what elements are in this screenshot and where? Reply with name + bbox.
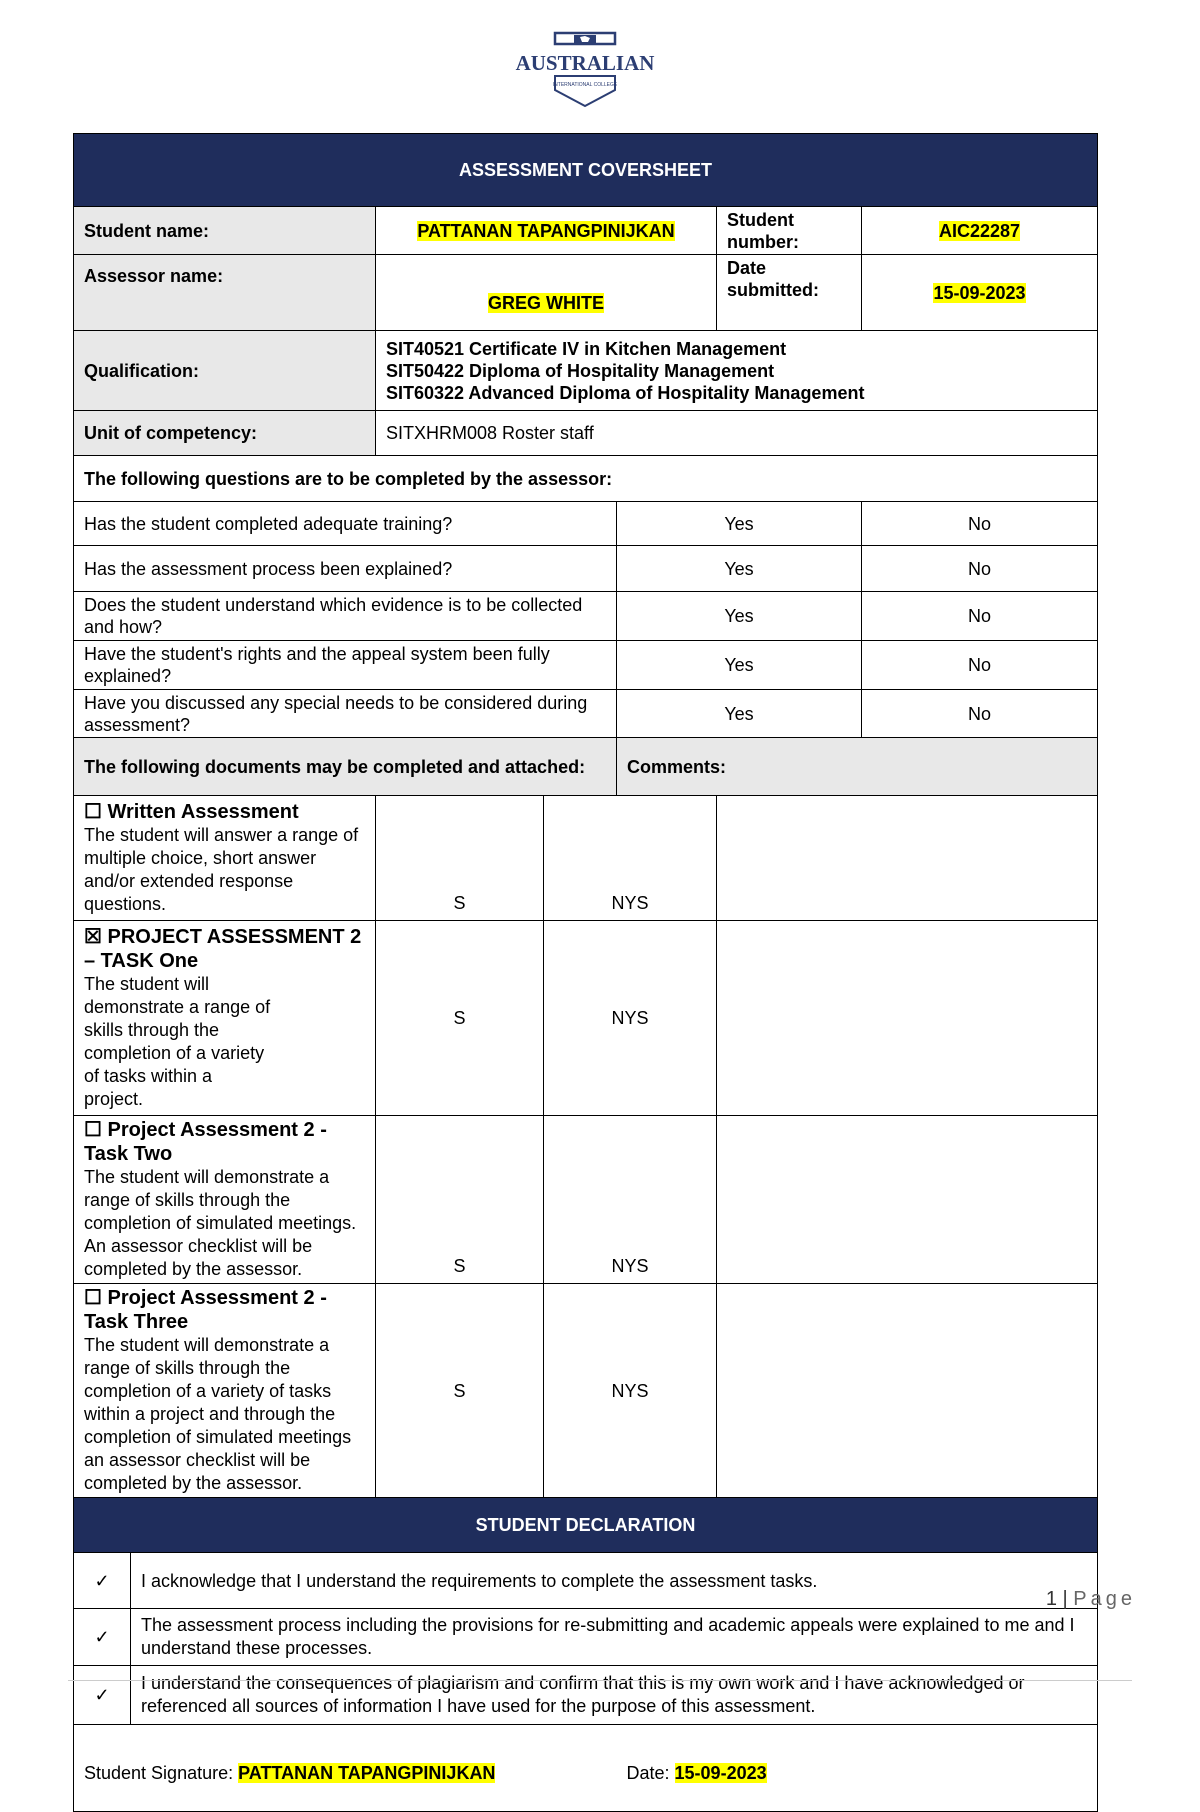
question-row bbox=[74, 592, 1098, 641]
assessment-title bbox=[84, 1286, 365, 1334]
no-option[interactable]: No bbox=[862, 502, 1098, 546]
assessment-description-cell bbox=[74, 796, 376, 921]
declaration-row bbox=[74, 1666, 1098, 1725]
assessment-description: The student will demonstrate a range of skills through the completion of a variety of tasks within a project. bbox=[84, 974, 271, 1109]
not-yet-satisfactory-option[interactable]: NYS bbox=[544, 796, 717, 921]
checkbox-icon[interactable]: ☐ bbox=[84, 801, 102, 823]
footer-divider bbox=[68, 1680, 1132, 1681]
logo-text: AUSTRALIAN bbox=[515, 51, 655, 75]
question-text: Have the student's rights and the appeal system been fully explained? bbox=[74, 641, 617, 690]
assessment-description-cell bbox=[74, 1284, 376, 1498]
qualification-item: SIT40521 Certificate IV in Kitchen Management bbox=[386, 338, 787, 359]
assessment-description: The student will answer a range of multiple choice, short answer and/or extended response questions. bbox=[84, 825, 359, 914]
assessment-title bbox=[84, 800, 365, 824]
assessment-row bbox=[74, 921, 1098, 1116]
question-row bbox=[74, 546, 1098, 592]
no-option[interactable]: No bbox=[862, 546, 1098, 592]
logo-subtext: INTERNATIONAL COLLEGE bbox=[552, 82, 618, 88]
question-row bbox=[74, 690, 1098, 738]
assessment-row bbox=[74, 796, 1098, 921]
not-yet-satisfactory-option[interactable]: NYS bbox=[544, 1284, 717, 1498]
declaration-text: The assessment process including the provisions for re-submitting and academic appeals were explained to me and I understand these processes. bbox=[141, 1615, 1075, 1658]
no-option[interactable]: No bbox=[862, 592, 1098, 641]
student-number-label: Student number: bbox=[717, 207, 862, 255]
assessor-name-cell bbox=[376, 255, 717, 331]
question-text: Has the student completed adequate training? bbox=[74, 502, 617, 546]
checkbox-icon[interactable]: ☐ bbox=[84, 1287, 102, 1309]
date-submitted-value: 15-09-2023 bbox=[933, 282, 1026, 303]
checkmark-icon[interactable]: ✓ bbox=[74, 1609, 131, 1665]
assessor-questions-header: The following questions are to be completed by the assessor: bbox=[74, 456, 1098, 502]
assessor-name-value: GREG WHITE bbox=[488, 292, 604, 313]
assessment-title bbox=[84, 1118, 365, 1166]
documents-header: The following documents may be completed and attached: bbox=[74, 738, 617, 796]
assessment-title-text: Project Assessment 2 - Task Three bbox=[84, 1287, 327, 1333]
comments-cell[interactable] bbox=[717, 1116, 1098, 1284]
declaration-row bbox=[74, 1609, 1098, 1666]
declaration-text: I acknowledge that I understand the requirements to complete the assessment tasks. bbox=[141, 1570, 818, 1591]
student-name-cell bbox=[376, 207, 717, 255]
comments-cell[interactable] bbox=[717, 921, 1098, 1116]
satisfactory-option[interactable]: S bbox=[376, 1284, 544, 1498]
satisfactory-option[interactable]: S bbox=[376, 921, 544, 1116]
declaration-row-cell bbox=[74, 1553, 1098, 1609]
unit-value: SITXHRM008 Roster staff bbox=[376, 411, 1098, 456]
signature-value: PATTANAN TAPANGPINIJKAN bbox=[238, 1763, 496, 1783]
yes-option[interactable]: Yes bbox=[617, 641, 862, 690]
qualification-item: SIT50422 Diploma of Hospitality Management bbox=[386, 360, 775, 381]
assessment-title-text: PROJECT ASSESSMENT 2 – TASK One bbox=[84, 926, 362, 972]
question-text: Have you discussed any special needs to be considered during assessment? bbox=[74, 690, 617, 738]
declaration-text: I understand the consequences of plagiarism and confirm that this is my own work and I have acknowledged or referenced all sources of information I have used for the purpose of this assessment. bbox=[141, 1673, 1025, 1716]
yes-option[interactable]: Yes bbox=[617, 592, 862, 641]
assessor-name-label: Assessor name: bbox=[74, 255, 376, 331]
declaration-row-cell bbox=[74, 1609, 1098, 1666]
satisfactory-option[interactable]: S bbox=[376, 796, 544, 921]
yes-option[interactable]: Yes bbox=[617, 546, 862, 592]
qualification-item: SIT60322 Advanced Diploma of Hospitality Management bbox=[386, 382, 865, 403]
declaration-title: STUDENT DECLARATION bbox=[74, 1498, 1098, 1553]
page-footer bbox=[1046, 1588, 1136, 1611]
assessment-description-cell bbox=[74, 1116, 376, 1284]
satisfactory-option[interactable]: S bbox=[376, 1116, 544, 1284]
comments-cell[interactable] bbox=[717, 1284, 1098, 1498]
comments-header: Comments: bbox=[617, 738, 1098, 796]
no-option[interactable]: No bbox=[862, 690, 1098, 738]
student-name-value: PATTANAN TAPANGPINIJKAN bbox=[417, 220, 675, 241]
comments-cell[interactable] bbox=[717, 796, 1098, 921]
declaration-row-cell bbox=[74, 1666, 1098, 1725]
date-submitted-label: Date submitted: bbox=[717, 255, 862, 331]
signature-date-label: Date: bbox=[626, 1763, 675, 1783]
student-number-value: AIC22287 bbox=[938, 220, 1021, 241]
assessment-row bbox=[74, 1116, 1098, 1284]
assessment-description-cell bbox=[74, 921, 376, 1116]
page-number: 1 bbox=[1045, 1588, 1057, 1610]
yes-option[interactable]: Yes bbox=[617, 690, 862, 738]
assessment-row bbox=[74, 1284, 1098, 1498]
signature-date-value: 15-09-2023 bbox=[674, 1763, 767, 1783]
declaration-row bbox=[74, 1553, 1098, 1609]
assessment-title-text: Written Assessment bbox=[107, 801, 299, 823]
qualification-label: Qualification: bbox=[74, 331, 376, 411]
student-name-label: Student name: bbox=[74, 207, 376, 255]
question-text: Does the student understand which evidence is to be collected and how? bbox=[74, 592, 617, 641]
college-logo bbox=[510, 30, 660, 110]
assessment-description: The student will demonstrate a range of skills through the completion of simulated meetings. An assessor checklist will be completed by the assessor. bbox=[84, 1167, 357, 1279]
not-yet-satisfactory-option[interactable]: NYS bbox=[544, 921, 717, 1116]
page-separator: | bbox=[1056, 1588, 1074, 1610]
no-option[interactable]: No bbox=[862, 641, 1098, 690]
signature-cell bbox=[74, 1725, 617, 1812]
unit-label: Unit of competency: bbox=[74, 411, 376, 456]
assessment-title bbox=[84, 925, 365, 973]
checkbox-icon[interactable]: ☐ bbox=[84, 1119, 102, 1141]
signature-date-cell bbox=[617, 1725, 1098, 1812]
assessment-coversheet-table bbox=[73, 133, 1098, 1812]
checked-checkbox-icon[interactable]: ☒ bbox=[84, 926, 102, 948]
student-number-cell bbox=[862, 207, 1098, 255]
assessment-title-text: Project Assessment 2 - Task Two bbox=[84, 1119, 327, 1165]
question-text: Has the assessment process been explained? bbox=[74, 546, 617, 592]
question-row bbox=[74, 502, 1098, 546]
coversheet-title: ASSESSMENT COVERSHEET bbox=[74, 134, 1098, 207]
date-submitted-cell bbox=[862, 255, 1098, 331]
signature-label: Student Signature: bbox=[84, 1763, 239, 1783]
yes-option[interactable]: Yes bbox=[617, 502, 862, 546]
assessment-description: The student will demonstrate a range of skills through the completion of a variety of tasks within a project and through the completion of simulated meetings an assessor checklist will be completed by the assessor. bbox=[84, 1335, 352, 1493]
qualification-list bbox=[376, 331, 1098, 411]
page-word: Page bbox=[1073, 1588, 1136, 1610]
question-row bbox=[74, 641, 1098, 690]
not-yet-satisfactory-option[interactable]: NYS bbox=[544, 1116, 717, 1284]
checkmark-icon[interactable]: ✓ bbox=[74, 1553, 131, 1608]
checkmark-icon[interactable]: ✓ bbox=[74, 1666, 131, 1724]
